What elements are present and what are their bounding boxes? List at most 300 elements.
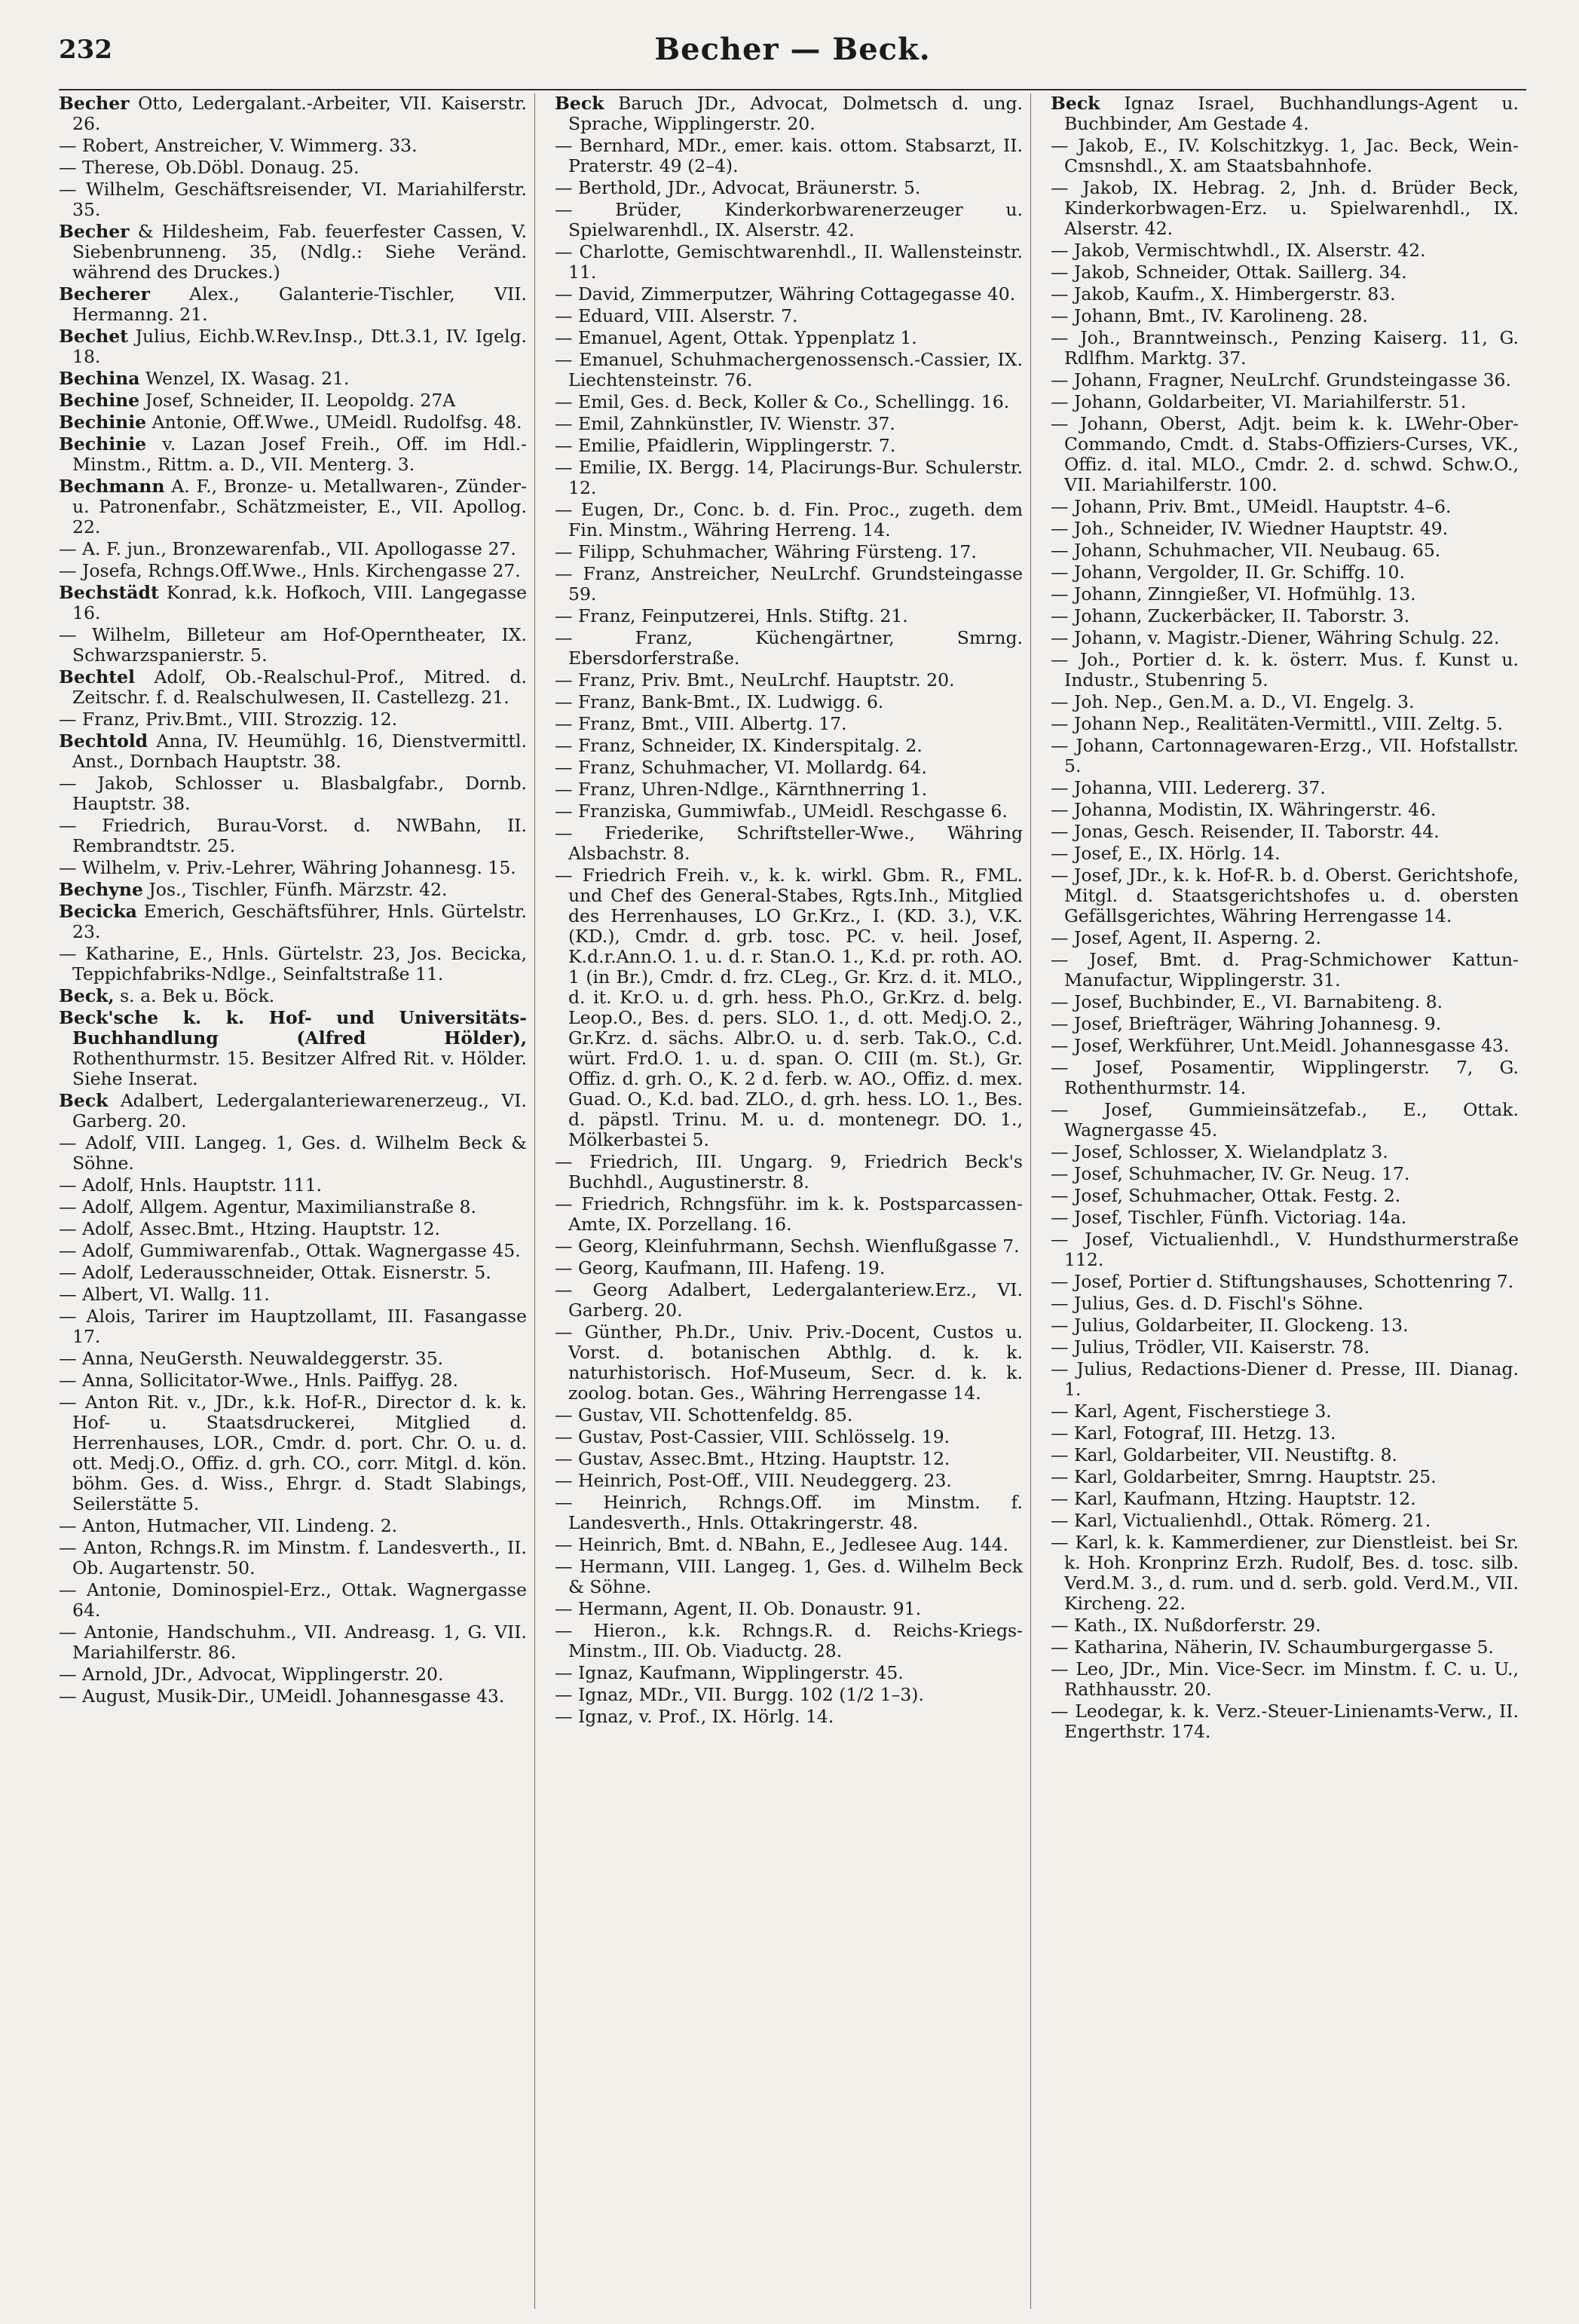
- entry-details: Josef, Schneider, II. Leopoldg. 27A: [145, 390, 456, 411]
- entry-details: — Franz, Anstreicher, NeuLrchf. Grundsteingasse 59.: [555, 563, 1023, 605]
- entry-details: Wenzel, IX. Wasag. 21.: [145, 368, 350, 389]
- entry-details: — Bernhard, MDr., emer. kais. ottom. Stabsarzt, II. Praterstr. 49 (2–4).: [555, 135, 1023, 176]
- entry-details: — Jakob, E., IV. Kolschitzkyg. 1, Jac. Beck, Wein-Cmsnshdl., X. am Staatsbahnhofe.: [1051, 135, 1519, 176]
- directory-entry: [59, 561, 527, 581]
- directory-entry: [1051, 240, 1519, 261]
- entry-details: — Katharine, E., Hnls. Gürtelstr. 23, Jos. Becicka, Teppichfabriks-Ndlge., Seinfaltstraße 11.: [59, 943, 527, 984]
- entry-details: — Wilhelm, v. Priv.-Lehrer, Währing Johannesg. 15.: [59, 857, 516, 878]
- directory-entry: [59, 326, 527, 367]
- entry-details: — Johann Nep., Realitäten-Vermittl., VIII. Zeltg. 5.: [1051, 713, 1504, 734]
- directory-entry: [555, 414, 1023, 434]
- entry-details: — Emilie, Pfaidlerin, Wipplingerstr. 7.: [555, 435, 896, 456]
- entry-details: Antonie, Off.Wwe., UMeidl. Rudolfsg. 48.: [151, 412, 522, 433]
- entry-details: — Jakob, Vermischtwhdl., IX. Alserstr. 42.: [1051, 240, 1426, 261]
- entry-details: — Franz, Feinputzerei, Hnls. Stiftg. 21.: [555, 605, 908, 626]
- directory-entry: [1051, 93, 1519, 134]
- entry-details: Anna, IV. Heumühlg. 16, Dienstvermittl. Anst., Dornbach Hauptstr. 38.: [72, 730, 527, 772]
- entry-details: — Johann, Oberst, Adjt. beim k. k. LWehr-Ober-Commando, Cmdt. d. Stabs-Offiziers-Curses, VK., Offiz. d. ital. MLO., Cmdr. 2. d. schwd. Schw.O., VII. Mariahilferstr. 100.: [1051, 413, 1519, 495]
- directory-entry: [59, 1664, 527, 1685]
- entry-details: — Emil, Ges. d. Beck, Koller & Co., Schellingg. 16.: [555, 391, 1010, 412]
- entry-details: — Leo, JDr., Min. Vice-Secr. im Minstm. f. C. u. U., Rathhausstr. 20.: [1051, 1658, 1519, 1700]
- directory-entry: [1051, 1142, 1519, 1162]
- entry-surname: Bechmann: [59, 476, 165, 497]
- entry-details: — Jakob, Schneider, Ottak. Saillerg. 34.: [1051, 262, 1407, 283]
- directory-entry: [1051, 1489, 1519, 1509]
- directory-entry: [555, 736, 1023, 756]
- directory-entry: [1051, 562, 1519, 583]
- directory-entry: [59, 986, 527, 1006]
- entry-details: — Josef, Gummieinsätzefab., E., Ottak. Wagnergasse 45.: [1051, 1099, 1519, 1141]
- directory-entry: [1051, 865, 1519, 926]
- directory-entry: [59, 583, 527, 623]
- entry-details: — Josef, Schlosser, X. Wielandplatz 3.: [1051, 1141, 1388, 1162]
- entry-details: — Karl, k. k. Kammerdiener, zur Dienstleist. bei Sr. k. Hoh. Kronprinz Erzh. Rudolf, Bes. d. tosc. silb. Verd.M. 3., d. rum. und d. serb. gold. Verd.M., VII. Kircheng. 22.: [1051, 1532, 1519, 1614]
- directory-entry: [555, 1427, 1023, 1447]
- directory-entry: [1051, 1036, 1519, 1056]
- entry-details: — Robert, Anstreicher, V. Wimmerg. 33.: [59, 135, 418, 156]
- directory-entry: [1051, 1186, 1519, 1206]
- entry-details: — Ignaz, Kaufmann, Wipplingerstr. 45.: [555, 1662, 904, 1683]
- entry-details: — A. F. jun., Bronzewarenfab., VII. Apollogasse 27.: [59, 538, 516, 559]
- entry-details: — Josef, Portier d. Stiftungshauses, Schottenring 7.: [1051, 1271, 1514, 1292]
- entry-details: — Josef, Briefträger, Währing Johannesg. 9.: [1051, 1013, 1442, 1034]
- directory-entry: [1051, 1058, 1519, 1098]
- column-middle: [555, 93, 1031, 2309]
- entry-details: — Heinrich, Bmt. d. NBahn, E., Jedlesee Aug. 144.: [555, 1534, 1009, 1555]
- directory-entry: [555, 1685, 1023, 1705]
- entry-details: — Josef, JDr., k. k. Hof-R. b. d. Oberst. Gerichtshofe, Mitgl. d. Staatsgerichtshofes u. d. obersten Gefällsgerichtes, Währing Herrengasse 14.: [1051, 865, 1519, 926]
- entry-details: — Hieron., k.k. Rchngs.R. d. Reichs-Kriegs-Minstm., III. Ob. Viaductg. 28.: [555, 1620, 1023, 1661]
- entry-details: — Anna, NeuGersth. Neuwaldeggerstr. 35.: [59, 1348, 444, 1369]
- directory-entry: [555, 1152, 1023, 1193]
- directory-entry: [1051, 992, 1519, 1012]
- entry-details: — Alois, Tarirer im Hauptzollamt, III. Fasangasse 17.: [59, 1306, 527, 1347]
- entry-details: — Karl, Kaufmann, Htzing. Hauptstr. 12.: [1051, 1488, 1416, 1509]
- entry-details: — Heinrich, Post-Off., VIII. Neudeggerg. 23.: [555, 1470, 952, 1491]
- entry-details: — Franz, Schuhmacher, VI. Mollardg. 64.: [555, 757, 927, 778]
- directory-entry: [59, 158, 527, 178]
- directory-entry: [59, 880, 527, 900]
- entry-surname: Bechinie: [59, 412, 147, 433]
- entry-details: — Julius, Redactions-Diener d. Presse, III. Dianag. 1.: [1051, 1358, 1519, 1400]
- directory-entry: [1051, 540, 1519, 561]
- entry-details: — Franz, Bank-Bmt., IX. Ludwigg. 6.: [555, 691, 884, 712]
- directory-entry: [1051, 628, 1519, 648]
- directory-entry: [59, 1008, 527, 1089]
- entry-details: — Karl, Agent, Fischerstiege 3.: [1051, 1401, 1332, 1422]
- entry-surname: Becicka: [59, 901, 137, 922]
- entry-details: — Friedrich, III. Ungarg. 9, Friedrich Beck's Buchhdl., Augustinerstr. 8.: [555, 1151, 1023, 1193]
- directory-entry: [59, 1580, 527, 1621]
- directory-entry: [555, 284, 1023, 305]
- directory-entry: [555, 1258, 1023, 1278]
- entry-details: Adalbert, Ledergalanteriewarenerzeug., VI. Garberg. 20.: [72, 1090, 527, 1131]
- directory-entry: [59, 1538, 527, 1578]
- directory-entry: [1051, 497, 1519, 517]
- directory-entry: [59, 1219, 527, 1239]
- directory-entry: [555, 1405, 1023, 1425]
- entry-details: — Josef, Schuhmacher, IV. Gr. Neug. 17.: [1051, 1163, 1410, 1184]
- entry-details: — Emanuel, Schuhmachergenossensch.-Cassier, IX. Liechtensteinstr. 76.: [555, 349, 1023, 390]
- entry-details: s. a. Bek u. Böck.: [120, 985, 275, 1006]
- entry-details: — Joh. Nep., Gen.M. a. D., VI. Engelg. 3.: [1051, 691, 1415, 712]
- entry-details: — Friederike, Schriftsteller-Wwe., Währing Alsbachstr. 8.: [555, 822, 1023, 864]
- directory-entry: [555, 1449, 1023, 1469]
- directory-entry: [555, 564, 1023, 605]
- directory-entry: [1051, 584, 1519, 605]
- directory-entry: [59, 1370, 527, 1391]
- running-title: Becher — Beck.: [654, 32, 931, 67]
- entry-surname: Bechine: [59, 390, 140, 411]
- directory-entry: [59, 1306, 527, 1347]
- directory-entry: [59, 412, 527, 433]
- entry-details: Julius, Eichb.W.Rev.Insp., Dtt.3.1, IV. Igelg. 18.: [72, 326, 527, 367]
- entry-details: — Johann, Schuhmacher, VII. Neubaug. 65.: [1051, 540, 1441, 561]
- directory-entry: [555, 306, 1023, 326]
- entry-details: — Josef, Tischler, Fünfh. Victoriag. 14a.: [1051, 1207, 1407, 1228]
- directory-entry: [1051, 414, 1519, 495]
- entry-details: — Ignaz, MDr., VII. Burgg. 102 (1/2 1–3).: [555, 1684, 924, 1705]
- entry-details: — Antonie, Handschuhm., VII. Andreasg. 1, G. VII. Mariahilferstr. 86.: [59, 1621, 527, 1663]
- directory-entry: [555, 242, 1023, 283]
- entry-details: — Johann, Goldarbeiter, VI. Mariahilferstr. 51.: [1051, 391, 1467, 412]
- entry-details: — David, Zimmerputzer, Währing Cottagegasse 40.: [555, 283, 1016, 305]
- directory-entry: [59, 667, 527, 708]
- directory-entry: [555, 328, 1023, 348]
- entry-details: & Hildesheim, Fab. feuerfester Cassen, V. Siebenbrunneng. 35, (Ndlg.: Siehe Veränd. während des Druckes.): [72, 221, 527, 283]
- entry-surname: Bechtold: [59, 730, 148, 752]
- entry-surname: Bechtel: [59, 666, 135, 687]
- entry-details: — Antonie, Dominospiel-Erz., Ottak. Wagnergasse 64.: [59, 1579, 527, 1621]
- entry-details: — Katharina, Näherin, IV. Schaumburgergasse 5.: [1051, 1637, 1494, 1658]
- entry-details: — Therese, Ob.Döbl. Donaug. 25.: [59, 157, 360, 178]
- entry-details: — Franziska, Gummiwfab., UMeidl. Reschgasse 6.: [555, 801, 1008, 822]
- entry-details: — Johann, v. Magistr.-Diener, Währing Schulg. 22.: [1051, 627, 1500, 648]
- directory-entry: [1051, 370, 1519, 390]
- entry-details: — August, Musik-Dir., UMeidl. Johannesgasse 43.: [59, 1686, 505, 1707]
- entry-details: — Karl, Fotograf, III. Hetzg. 13.: [1051, 1422, 1336, 1444]
- entry-details: A. F., Bronze- u. Metallwaren-, Zünder- u. Patronenfabr., Schätzmeister, E., VII. Apollog. 22.: [72, 476, 527, 537]
- directory-entry: [59, 1133, 527, 1174]
- directory-entry: [1051, 1229, 1519, 1270]
- directory-entry: [1051, 844, 1519, 864]
- entry-details: — Georg Adalbert, Ledergalanteriew.Erz., VI. Garberg. 20.: [555, 1279, 1023, 1321]
- directory-entry: [1051, 1208, 1519, 1228]
- entry-details: Rothenthurmstr. 15. Besitzer Alfred Rit. v. Hölder. Siehe Inserat.: [72, 1048, 527, 1089]
- directory-entry: [1051, 778, 1519, 798]
- directory-entry: [1051, 1359, 1519, 1400]
- directory-entry: [1051, 178, 1519, 239]
- entry-details: — Hermann, VIII. Langeg. 1, Ges. d. Wilhelm Beck & Söhne.: [555, 1556, 1023, 1597]
- entry-details: — Anton Rit. v., JDr., k.k. Hof-R., Director d. k. k. Hof- u. Staatsdruckerei, Mitglied d. Herrenhauses, LOR., Cmdr. d. port. Chr. O. u. d. ott. Medj.O., Offiz. d. grh. CO., corr. Mitgl. d. kön. böhm. Ges. d. Wiss., Ehrgr. d. Stadt Slabings, Seilerstätte 5.: [59, 1392, 527, 1514]
- directory-entry: [59, 93, 527, 134]
- directory-entry: [1051, 328, 1519, 369]
- entry-surname: Beck'sche k. k. Hof- und Universitäts-Buchhandlung (Alfred Hölder),: [59, 1007, 527, 1049]
- entry-details: — Georg, Kleinfuhrmann, Sechsh. Wienflußgasse 7.: [555, 1235, 1020, 1257]
- directory-entry: [555, 1621, 1023, 1661]
- directory-entry: [1051, 284, 1519, 305]
- directory-entry: [59, 773, 527, 814]
- entry-surname: Becher: [59, 93, 130, 114]
- entry-details: — Joh., Branntweinsch., Penzing Kaiserg. 11, G. Rdlfhm. Marktg. 37.: [1051, 327, 1519, 369]
- entry-details: — Adolf, Gummiwarenfab., Ottak. Wagnergasse 45.: [59, 1240, 521, 1261]
- directory-entry: [555, 458, 1023, 498]
- entry-details: — Josefa, Rchngs.Off.Wwe., Hnls. Kirchengasse 27.: [59, 560, 521, 581]
- entry-details: — Karl, Goldarbeiter, Smrng. Hauptstr. 25.: [1051, 1466, 1437, 1487]
- entry-surname: Bechyne: [59, 879, 143, 900]
- entry-details: — Emil, Zahnkünstler, IV. Wienstr. 37.: [555, 413, 895, 434]
- directory-entry: [59, 284, 527, 325]
- entry-details: — Franz, Schneider, IX. Kinderspitalg. 2.: [555, 735, 923, 756]
- entry-surname: Bechina: [59, 368, 140, 389]
- directory-entry: [1051, 950, 1519, 991]
- entry-details: — Gustav, VII. Schottenfeldg. 85.: [555, 1404, 853, 1425]
- directory-entry: [555, 692, 1023, 712]
- directory-entry: [555, 628, 1023, 669]
- directory-entry: [1051, 1164, 1519, 1184]
- entry-surname: Becherer: [59, 283, 150, 305]
- directory-entry: [1051, 822, 1519, 842]
- directory-entry: [1051, 306, 1519, 326]
- directory-entry: [555, 1557, 1023, 1597]
- entry-details: — Brüder, Kinderkorbwarenerzeuger u. Spielwarenhdl., IX. Alserstr. 42.: [555, 199, 1023, 240]
- entry-details: Otto, Ledergalant.-Arbeiter, VII. Kaiserstr. 26.: [72, 93, 527, 134]
- directory-entry: [555, 1707, 1023, 1727]
- directory-entry: [555, 1599, 1023, 1619]
- entry-details: — Friedrich, Rchngsführ. im k. k. Postsparcassen-Amte, IX. Porzellang. 16.: [555, 1193, 1023, 1235]
- entry-details: — Heinrich, Rchngs.Off. im Minstm. f. Landesverth., Hnls. Ottakringerstr. 48.: [555, 1492, 1023, 1533]
- entry-details: — Josef, Agent, II. Asperng. 2.: [1051, 927, 1322, 948]
- entry-details: — Wilhelm, Geschäftsreisender, VI. Mariahilferstr. 35.: [59, 179, 527, 220]
- directory-entry: [1051, 1511, 1519, 1531]
- entry-surname: Beck: [59, 1090, 109, 1111]
- entry-details: — Johann, Fragner, NeuLrchf. Grundsteingasse 36.: [1051, 369, 1511, 390]
- directory-entry: [555, 779, 1023, 800]
- directory-entry: [555, 606, 1023, 626]
- directory-entry: [1051, 519, 1519, 539]
- entry-details: Konrad, k.k. Hofkoch, VIII. Langegasse 16.: [72, 582, 527, 623]
- entry-details: — Anton, Rchngs.R. im Minstm. f. Landesverth., II. Ob. Augartenstr. 50.: [59, 1537, 527, 1578]
- directory-entry: [555, 136, 1023, 176]
- entry-surname: Bechstädt: [59, 582, 159, 603]
- entry-details: v. Lazan Josef Freih., Off. im Hdl.-Minstm., Rittm. a. D., VII. Menterg. 3.: [72, 433, 527, 475]
- directory-entry: [59, 476, 527, 537]
- entry-details: — Adolf, Allgem. Agentur, Maximilianstraße 8.: [59, 1196, 476, 1217]
- directory-entry: [555, 1194, 1023, 1235]
- directory-entry: [555, 758, 1023, 778]
- entry-details: — Johann, Vergolder, II. Gr. Schiffg. 10.: [1051, 562, 1405, 583]
- entry-details: — Emanuel, Agent, Ottak. Yppenplatz 1.: [555, 327, 917, 348]
- entry-details: — Jakob, IX. Hebrag. 2, Jnh. d. Brüder Beck, Kinderkorbwagen-Erz. u. Spielwarenhdl., IX. Alserstr. 42.: [1051, 177, 1519, 239]
- entry-details: — Johann, Zinngießer, VI. Hofmühlg. 13.: [1051, 583, 1416, 605]
- directory-entry: [555, 436, 1023, 456]
- entry-details: Emerich, Geschäftsführer, Hnls. Gürtelstr. 23.: [72, 901, 527, 942]
- entry-details: — Berthold, JDr., Advocat, Bräunerstr. 5.: [555, 177, 921, 198]
- directory-entry: [1051, 392, 1519, 412]
- entry-details: — Josef, Bmt. d. Prag-Schmichower Kattun-Manufactur, Wipplingerstr. 31.: [1051, 949, 1519, 991]
- directory-entry: [1051, 1659, 1519, 1700]
- directory-entry: [59, 1284, 527, 1305]
- entry-details: Ignaz Israel, Buchhandlungs-Agent u. Buchbinder, Am Gestade 4.: [1064, 93, 1519, 134]
- entry-details: — Johann, Zuckerbäcker, II. Taborstr. 3.: [1051, 605, 1410, 626]
- directory-entry: [1051, 650, 1519, 690]
- entry-details: — Charlotte, Gemischtwarenhdl., II. Wallensteinstr. 11.: [555, 241, 1023, 283]
- entry-details: — Wilhelm, Billeteur am Hof-Operntheater, IX. Schwarzspanierstr. 5.: [59, 624, 527, 666]
- entry-details: — Eduard, VIII. Alserstr. 7.: [555, 305, 798, 326]
- directory-entry: [555, 178, 1023, 198]
- directory-entry: [59, 1686, 527, 1707]
- directory-entry: [1051, 1637, 1519, 1658]
- entry-details: — Günther, Ph.Dr., Univ. Priv.-Docent, Custos u. Vorst. d. botanischen Abthlg. d. k. k. naturhistorisch. Hof-Museum, Secr. d. k. k. zoolog. botan. Ges., Währing Herrengasse 14.: [555, 1321, 1023, 1404]
- entry-surname: Bechet: [59, 326, 129, 347]
- directory-entry: [59, 625, 527, 666]
- entry-details: — Gustav, Assec.Bmt., Htzing. Hauptstr. 12.: [555, 1448, 950, 1469]
- directory-entry: [555, 670, 1023, 690]
- directory-entry: [1051, 1401, 1519, 1422]
- entry-details: — Franz, Priv.Bmt., VIII. Strozzig. 12.: [59, 709, 398, 730]
- page-number: 232: [59, 35, 112, 65]
- entry-details: — Albert, VI. Wallg. 11.: [59, 1284, 270, 1305]
- entry-details: — Jonas, Gesch. Reisender, II. Taborstr. 44.: [1051, 821, 1440, 842]
- directory-entry: [1051, 1445, 1519, 1465]
- directory-entry: [59, 816, 527, 856]
- directory-entry: [555, 350, 1023, 390]
- directory-entry: [555, 1322, 1023, 1404]
- directory-entry: [59, 136, 527, 156]
- directory-entry: [1051, 692, 1519, 712]
- directory-entry: [1051, 1294, 1519, 1314]
- entry-details: — Josef, Schuhmacher, Ottak. Festg. 2.: [1051, 1185, 1401, 1206]
- directory-entry: [59, 902, 527, 942]
- directory-entry: [1051, 1100, 1519, 1141]
- directory-entry: [59, 1516, 527, 1536]
- directory-entry: [1051, 736, 1519, 776]
- entry-details: — Arnold, JDr., Advocat, Wipplingerstr. 20.: [59, 1664, 444, 1685]
- directory-entry: [59, 222, 527, 283]
- column-right: [1051, 93, 1526, 2309]
- entry-details: — Josef, Werkführer, Unt.Meidl. Johannesgasse 43.: [1051, 1035, 1510, 1056]
- directory-entry: [1051, 262, 1519, 283]
- directory-entry: [59, 434, 527, 475]
- directory-entry: [1051, 1615, 1519, 1636]
- entry-details: — Josef, Buchbinder, E., VI. Barnabiteng. 8.: [1051, 991, 1443, 1012]
- entry-details: — Franz, Bmt., VIII. Albertg. 17.: [555, 713, 847, 734]
- entry-surname: Bechinie: [59, 433, 147, 455]
- entry-details: — Ignaz, v. Prof., IX. Hörlg. 14.: [555, 1706, 834, 1727]
- directory-entry: [555, 1471, 1023, 1491]
- directory-entry: [555, 1236, 1023, 1257]
- entry-details: — Adolf, Hnls. Hauptstr. 111.: [59, 1174, 323, 1196]
- entry-details: — Julius, Trödler, VII. Kaiserstr. 78.: [1051, 1337, 1370, 1358]
- entry-details: — Franz, Küchengärtner, Smrng. Ebersdorferstraße.: [555, 627, 1023, 669]
- page-header: [59, 27, 1526, 90]
- entry-details: — Julius, Goldarbeiter, II. Glockeng. 13.: [1051, 1315, 1409, 1336]
- entry-details: — Friedrich Freih. v., k. k. wirkl. Gbm. R., FML. und Chef des General-Stabes, Rgts.Inh., Mitglied des Herrenhauses, LO Gr.Krz., I. (KD. 3.), V.K. (KD.), Cmdr. d. grb. tosc. PC. v. heil. Josef, K.d.r.Ann.O. 1. u. d. r. Stan.O. 1., K.d. pr. roth. AO. 1 (in Br.), Cmdr. d. frz. CLeg., Gr. Krz. d. it. MLO., d. it. Kr.O. u. d. grh. hess. Ph.O., Gr.Krz. d. belg. Leop.O., Bes. d. pers. SLO. 1., d. ott. Medj.O. 2., Gr.Krz. d. sächs. Albr.O. u. d. serb. Tak.O., C.d. würt. Frd.O. 1. u. d. span. O. CIII (m. St.), Gr. Offiz. d. grh. O., K. 2 d. ferb. w. AO., Offiz. d. mex. Guad. O., K.d. bad. ZLO., d. grh. hess. LO. 1., Bes. d. päpstl. Trinu. M. u. d. montenegr. DO. 1., Mölkerbastei 5.: [555, 865, 1023, 1150]
- entry-details: — Anna, Sollicitator-Wwe., Hnls. Paiffyg. 28.: [59, 1370, 458, 1391]
- directory-entry: [555, 93, 1023, 134]
- entry-surname: Beck: [555, 93, 604, 114]
- entry-details: Adolf, Ob.-Realschul-Prof., Mitred. d. Zeitschr. f. d. Realschulwesen, II. Castellezg. 21.: [72, 666, 527, 708]
- directory-entry: [59, 944, 527, 984]
- entry-details: — Leodegar, k. k. Verz.-Steuer-Linienamts-Verw., II. Engerthstr. 174.: [1051, 1701, 1519, 1742]
- directory-entry: [555, 1280, 1023, 1321]
- entry-details: — Emilie, IX. Bergg. 14, Placirungs-Bur. Schulerstr. 12.: [555, 457, 1023, 498]
- directory-entry: [1051, 928, 1519, 948]
- directory-entry: [555, 823, 1023, 864]
- directory-entry: [555, 1493, 1023, 1533]
- entry-details: — Eugen, Dr., Conc. b. d. Fin. Proc., zugeth. dem Fin. Minstm., Währing Herreng. 14.: [555, 499, 1023, 540]
- entry-details: — Adolf, Assec.Bmt., Htzing. Hauptstr. 12.: [59, 1218, 441, 1239]
- entry-details: — Friedrich, Burau-Vorst. d. NWBahn, II. Rembrandtstr. 25.: [59, 815, 527, 856]
- directory-entry: [59, 1622, 527, 1663]
- directory-entry: [59, 1392, 527, 1514]
- entry-details: — Johann, Cartonnagewaren-Erzg., VII. Hofstallstr. 5.: [1051, 735, 1519, 776]
- directory-entry: [1051, 1701, 1519, 1742]
- directory-entry: [555, 1663, 1023, 1683]
- columns-container: [59, 93, 1526, 2309]
- entry-surname: Beck,: [59, 985, 115, 1006]
- entry-details: — Kath., IX. Nußdorferstr. 29.: [1051, 1615, 1321, 1636]
- entry-details: Baruch JDr., Advocat, Dolmetsch d. ung. Sprache, Wipplingerstr. 20.: [568, 93, 1023, 134]
- entry-details: Jos., Tischler, Fünfh. Märzstr. 42.: [148, 879, 448, 900]
- directory-entry: [1051, 1532, 1519, 1614]
- directory-entry: [59, 1091, 527, 1131]
- column-left: [59, 93, 535, 2309]
- entry-details: — Josef, Victualienhdl., V. Hundsthurmerstraße 112.: [1051, 1229, 1519, 1270]
- directory-entry: [59, 539, 527, 559]
- entry-details: — Franz, Uhren-Ndlge., Kärnthnerring 1.: [555, 779, 928, 800]
- directory-entry: [1051, 1337, 1519, 1358]
- directory-entry: [59, 858, 527, 878]
- directory-entry: [555, 200, 1023, 240]
- entry-details: — Josef, E., IX. Hörlg. 14.: [1051, 843, 1281, 864]
- directory-entry: [555, 865, 1023, 1150]
- directory-entry: [59, 1241, 527, 1261]
- entry-details: — Johann, Priv. Bmt., UMeidl. Hauptstr. 4–6.: [1051, 496, 1452, 517]
- directory-entry: [1051, 1315, 1519, 1336]
- directory-entry: [59, 731, 527, 772]
- entry-details: — Georg, Kaufmann, III. Hafeng. 19.: [555, 1257, 886, 1278]
- entry-details: — Johann, Bmt., IV. Karolineng. 28.: [1051, 305, 1368, 326]
- entry-details: — Joh., Schneider, IV. Wiedner Hauptstr. 49.: [1051, 518, 1449, 539]
- directory-entry: [1051, 800, 1519, 820]
- entry-details: — Anton, Hutmacher, VII. Lindeng. 2.: [59, 1515, 398, 1536]
- entry-surname: Becher: [59, 221, 130, 242]
- directory-entry: [59, 1197, 527, 1217]
- directory-entry: [1051, 714, 1519, 734]
- directory-entry: [1051, 136, 1519, 176]
- directory-entry: [59, 1349, 527, 1369]
- directory-entry: [555, 714, 1023, 734]
- entry-surname: Beck: [1051, 93, 1100, 114]
- directory-entry: [1051, 1014, 1519, 1034]
- entry-details: — Johanna, Modistin, IX. Währingerstr. 46.: [1051, 799, 1437, 820]
- directory-entry: [555, 1535, 1023, 1555]
- entry-details: — Jakob, Kaufm., X. Himbergerstr. 83.: [1051, 283, 1396, 305]
- directory-entry: [555, 392, 1023, 412]
- directory-entry: [555, 801, 1023, 822]
- directory-entry: [1051, 1272, 1519, 1292]
- directory-entry: [1051, 1423, 1519, 1444]
- entry-details: — Julius, Ges. d. D. Fischl's Söhne.: [1051, 1293, 1363, 1314]
- directory-entry: [59, 709, 527, 730]
- entry-details: — Karl, Goldarbeiter, VII. Neustiftg. 8.: [1051, 1444, 1398, 1465]
- directory-entry: [555, 542, 1023, 562]
- entry-details: — Johanna, VIII. Ledererg. 37.: [1051, 777, 1326, 798]
- entry-details: Alex., Galanterie-Tischler, VII. Hermanng. 21.: [72, 283, 527, 325]
- directory-entry: [59, 1263, 527, 1283]
- entry-details: — Franz, Priv. Bmt., NeuLrchf. Hauptstr. 20.: [555, 669, 955, 690]
